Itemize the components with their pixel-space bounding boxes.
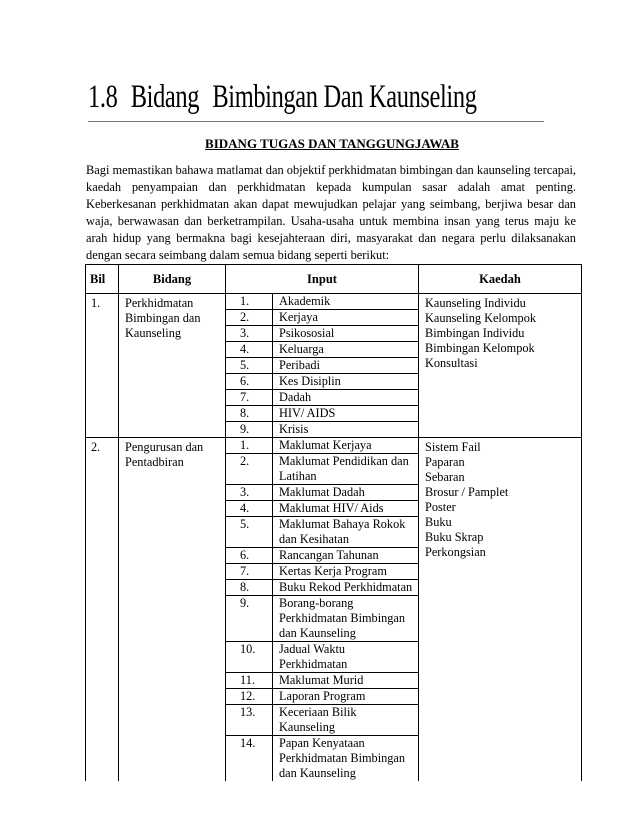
input-text-line: Perkhidmatan xyxy=(279,657,348,671)
input-text-line: Peribadi xyxy=(279,358,320,372)
input-text xyxy=(273,422,419,438)
input-item xyxy=(226,390,418,406)
input-text xyxy=(273,454,419,485)
input-text-line: Maklumat HIV/ Aids xyxy=(279,501,384,515)
input-text-line: Laporan Program xyxy=(279,689,366,703)
input-text xyxy=(273,390,419,406)
input-item xyxy=(226,517,418,548)
table-row xyxy=(86,294,582,438)
input-text-line: Kes Disiplin xyxy=(279,374,341,388)
input-text-line: dan Kesihatan xyxy=(279,532,349,546)
input-text xyxy=(273,358,419,374)
kaedah-item: Buku Skrap xyxy=(425,530,484,544)
input-number: 1. xyxy=(226,438,273,454)
input-text xyxy=(273,689,419,705)
kaedah-item: Konsultasi xyxy=(425,356,478,370)
input-number: 3. xyxy=(226,326,273,342)
input-number: 3. xyxy=(226,485,273,501)
input-text xyxy=(273,310,419,326)
input-item xyxy=(226,501,418,517)
input-text-line: Perkhidmatan Bimbingan xyxy=(279,751,406,765)
input-text xyxy=(273,517,419,548)
input-number: 7. xyxy=(226,390,273,406)
input-text-line: Jadual Waktu xyxy=(279,642,346,656)
input-text xyxy=(273,642,419,673)
input-number: 9. xyxy=(226,596,273,642)
input-text-line: dan Kaunseling xyxy=(279,626,356,640)
input-text xyxy=(273,326,419,342)
input-text xyxy=(273,342,419,358)
input-text xyxy=(273,548,419,564)
section-title-word: Bimbingan xyxy=(212,79,318,115)
input-text-line: Buku Rekod Perkhidmatan xyxy=(279,580,413,594)
input-text xyxy=(273,438,419,454)
input-text-line: Latihan xyxy=(279,469,317,483)
input-number: 8. xyxy=(226,406,273,422)
input-text-line: Borang-borang xyxy=(279,596,354,610)
input-item xyxy=(226,485,418,501)
kaedah-item: Kaunseling Kelompok xyxy=(425,311,536,325)
kaedah-item: Bimbingan Individu xyxy=(425,326,525,340)
table-row xyxy=(86,438,582,782)
kaedah-item: Perkongsian xyxy=(425,545,486,559)
section-number: 1.8 xyxy=(88,79,118,115)
cell-kaedah xyxy=(419,294,582,438)
input-text xyxy=(273,673,419,689)
input-text-line: Maklumat Pendidikan dan xyxy=(279,454,409,468)
section-title-word: Kaunseling xyxy=(369,79,477,115)
input-text-line: Akademik xyxy=(279,294,331,308)
cell-bil: 2. xyxy=(86,438,119,782)
table-header-row xyxy=(86,265,582,294)
input-text xyxy=(273,374,419,390)
header-bidang: Bidang xyxy=(119,265,226,294)
bidang-line: Kaunseling xyxy=(125,326,182,340)
cell-bil: 1. xyxy=(86,294,119,438)
input-list xyxy=(226,438,418,781)
input-text-line: Dadah xyxy=(279,390,312,404)
input-number: 4. xyxy=(226,342,273,358)
input-list xyxy=(226,294,418,437)
input-item xyxy=(226,705,418,736)
input-text-line: Rancangan Tahunan xyxy=(279,548,379,562)
input-item xyxy=(226,422,418,438)
kaedah-item: Bimbingan Kelompok xyxy=(425,341,535,355)
input-number: 9. xyxy=(226,422,273,438)
cell-input xyxy=(226,294,419,438)
cell-bidang xyxy=(119,294,226,438)
cell-bidang xyxy=(119,438,226,782)
intro-paragraph: Bagi memastikan bahawa matlamat dan objektif perkhidmatan bimbingan dan kaunseling tercapai, kaedah penyampaian dan perkhidmatan kepada kumpulan sasar adalah amat penting. Keberkesanan perkhidmatan akan dapat mewujudkan pelajar yang seimbang, berjiwa besar dan waja, berwawasan dan berketrampilan. Usaha-usaha untuk membina insan yang terus maju ke arah hidup yang bermakna bagi kesejahteraan diri, masyarakat dan negara perlu dilaksanakan dengan secara seimbang dalam semua bidang seperti berikut: xyxy=(86,163,576,262)
input-text-line: Keceriaan Bilik Kaunseling xyxy=(279,705,357,734)
input-item xyxy=(226,358,418,374)
kaedah-item: Paparan xyxy=(425,455,465,469)
subtitle: BIDANG TUGAS DAN TANGGUNGJAWAB xyxy=(205,136,459,151)
input-item xyxy=(226,454,418,485)
input-text xyxy=(273,580,419,596)
kaedah-item: Kaunseling Individu xyxy=(425,296,526,310)
input-text-line: HIV/ AIDS xyxy=(279,406,336,420)
input-item xyxy=(226,548,418,564)
input-number: 4. xyxy=(226,501,273,517)
kaedah-item: Buku xyxy=(425,515,452,529)
input-text xyxy=(273,406,419,422)
input-item xyxy=(226,689,418,705)
input-number: 8. xyxy=(226,580,273,596)
input-item xyxy=(226,736,418,782)
input-item xyxy=(226,294,418,310)
input-number: 7. xyxy=(226,564,273,580)
input-text-line: dan Kaunseling xyxy=(279,766,356,780)
input-number: 6. xyxy=(226,374,273,390)
input-number: 14. xyxy=(226,736,273,782)
input-text xyxy=(273,596,419,642)
header-kaedah: Kaedah xyxy=(419,265,582,294)
kaedah-item: Brosur / Pamplet xyxy=(425,485,509,499)
bidang-line: Pentadbiran xyxy=(125,455,184,469)
input-text-line: Maklumat Kerjaya xyxy=(279,438,372,452)
input-text xyxy=(273,705,419,736)
bidang-line: Pengurusan dan xyxy=(125,440,204,454)
input-number: 11. xyxy=(226,673,273,689)
input-text xyxy=(273,501,419,517)
cell-input xyxy=(226,438,419,782)
section-heading xyxy=(88,78,477,116)
input-item xyxy=(226,326,418,342)
input-number: 6. xyxy=(226,548,273,564)
input-number: 2. xyxy=(226,454,273,485)
kaedah-item: Poster xyxy=(425,500,456,514)
input-text-line: Papan Kenyataan xyxy=(279,736,365,750)
input-text-line: Maklumat Murid xyxy=(279,673,364,687)
bidang-line: Perkhidmatan xyxy=(125,296,194,310)
input-item xyxy=(226,580,418,596)
input-text xyxy=(273,294,419,310)
input-item xyxy=(226,406,418,422)
section-title-word: Dan xyxy=(323,79,364,115)
input-text xyxy=(273,564,419,580)
input-text-line: Kerjaya xyxy=(279,310,318,324)
input-text-line: Psikososial xyxy=(279,326,335,340)
input-number: 5. xyxy=(226,358,273,374)
bidang-line: Bimbingan dan xyxy=(125,311,201,325)
input-number: 13. xyxy=(226,705,273,736)
input-number: 10. xyxy=(226,642,273,673)
input-item xyxy=(226,310,418,326)
input-text-line: Kertas Kerja Program xyxy=(279,564,387,578)
header-bil: Bil xyxy=(86,265,119,294)
input-number: 2. xyxy=(226,310,273,326)
input-item xyxy=(226,564,418,580)
input-number: 5. xyxy=(226,517,273,548)
input-text xyxy=(273,485,419,501)
input-number: 12. xyxy=(226,689,273,705)
kaedah-item: Sistem Fail xyxy=(425,440,481,454)
input-item xyxy=(226,596,418,642)
header-input: Input xyxy=(226,265,419,294)
input-text-line: Maklumat Bahaya Rokok xyxy=(279,517,406,531)
input-text-line: Perkhidmatan Bimbingan xyxy=(279,611,406,625)
responsibility-table xyxy=(85,264,582,781)
cell-kaedah xyxy=(419,438,582,782)
input-item xyxy=(226,342,418,358)
input-item xyxy=(226,642,418,673)
section-title-word: Bidang xyxy=(130,79,200,115)
input-text-line: Keluarga xyxy=(279,342,324,356)
input-text-line: Maklumat Dadah xyxy=(279,485,365,499)
input-text-line: Krisis xyxy=(279,422,309,436)
input-item xyxy=(226,673,418,689)
kaedah-item: Sebaran xyxy=(425,470,465,484)
heading-rule xyxy=(88,121,544,122)
input-number: 1. xyxy=(226,294,273,310)
input-text xyxy=(273,736,419,782)
input-item xyxy=(226,438,418,454)
input-item xyxy=(226,374,418,390)
